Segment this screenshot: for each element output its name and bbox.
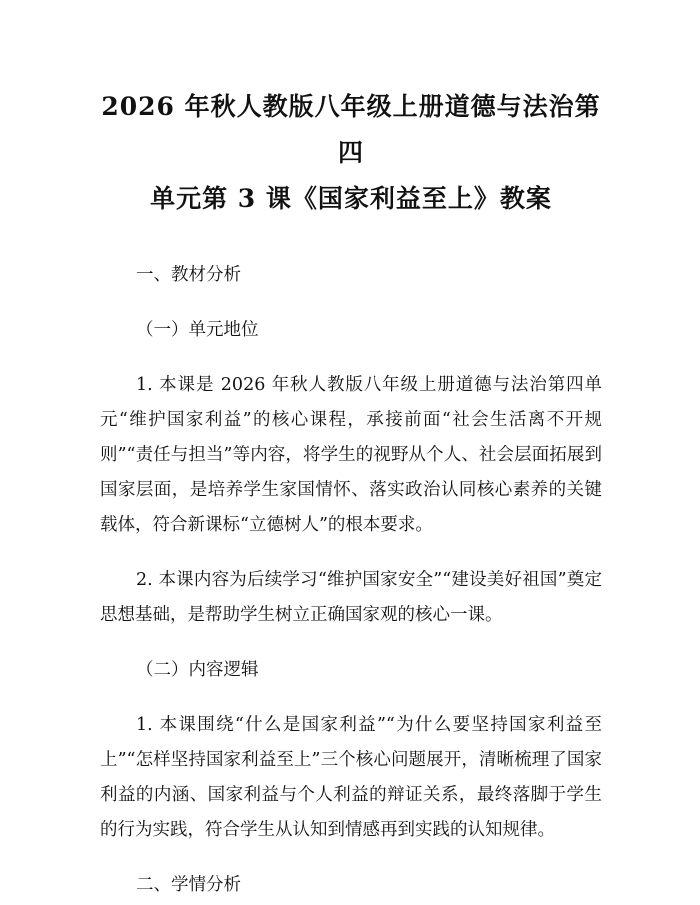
paragraph-content-logic-1: 1. 本课围绕“什么是国家利益”“为什么要坚持国家利益至上”“怎样坚持国家利益至上”三个核心问题展开，清晰梳理了国家利益的内涵、国家利益与个人利益的辩证关系，最终落脚于学生的行为实践，符合学生从认知到情感再到实践的认知规律。 — [100, 715, 602, 840]
section-heading-learner-analysis: 二、学情分析 — [136, 875, 241, 895]
subsection-heading-content-logic: （二）内容逻辑 — [136, 660, 259, 680]
paragraph-unit-position-1: 1. 本课是 2026 年秋人教版八年级上册道德与法治第四单元“维护国家利益”的核心课程，承接前面“社会生活离不开规则”“责任与担当”等内容，将学生的视野从个人、社会层面拓展到国家层面，是培养学生家国情怀、落实政治认同核心素养的关键载体，符合新课标“立德树人”的根本要求。 — [100, 375, 602, 535]
document-title — [100, 0, 602, 222]
title-line-2: 单元第 3 课《国家利益至上》教案 — [150, 184, 552, 213]
section-heading-textbook-analysis: 一、教材分析 — [136, 265, 241, 285]
title-line-1: 2026 年秋人教版八年级上册道德与法治第四 — [101, 92, 601, 167]
subsection-heading-unit-position: （一）单元地位 — [136, 320, 259, 340]
document-body — [100, 258, 602, 903]
paragraph-unit-position-2: 2. 本课内容为后续学习“维护国家安全”“建设美好祖国”奠定思想基础，是帮助学生树立正确国家观的核心一课。 — [100, 570, 602, 625]
